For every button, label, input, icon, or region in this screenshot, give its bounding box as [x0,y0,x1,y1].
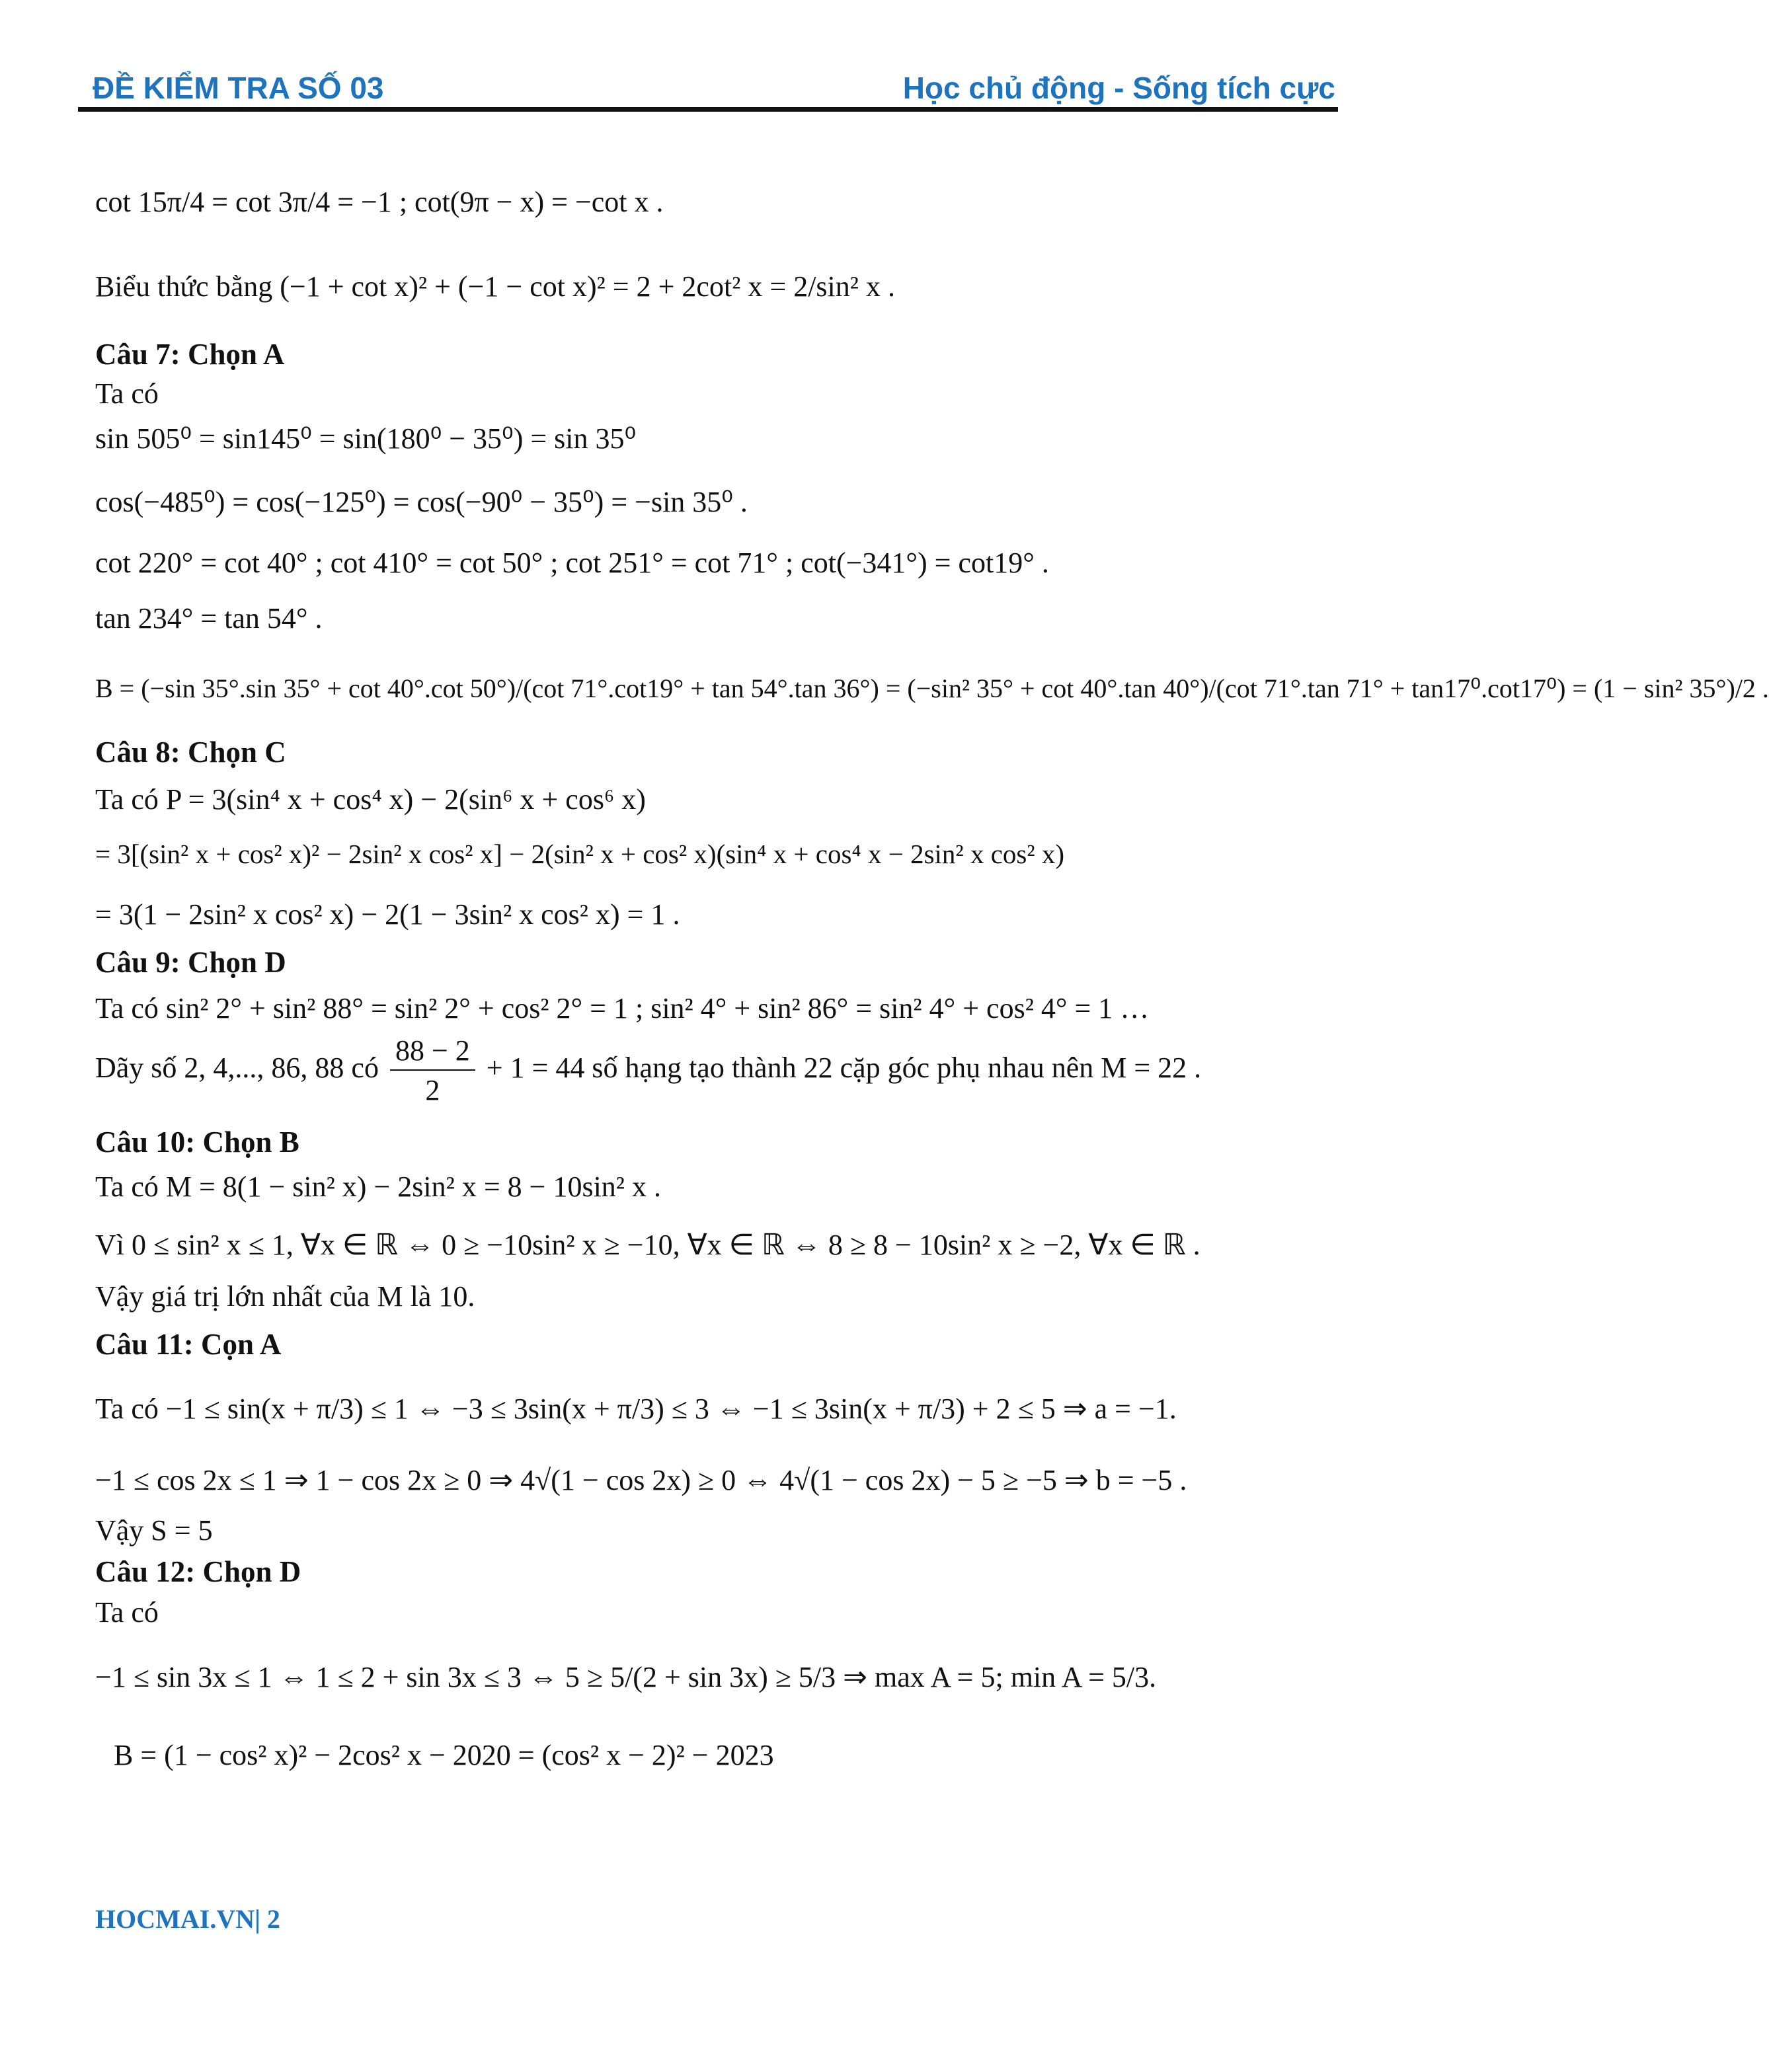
q11-line-1: Ta có −1 ≤ sin(x + π/3) ≤ 1 ⇔ −3 ≤ 3sin(x + π/3) ≤ 3 ⇔ −1 ≤ 3sin(x + π/3) + 2 ≤ 5 ⇒ a = −1. [95,1393,1177,1425]
q8-line-1: Ta có P = 3(sin⁴ x + cos⁴ x) − 2(sin⁶ x + cos⁶ x) [95,783,646,816]
q9-fraction-numerator: 88 − 2 [390,1036,475,1071]
q10-line-1: Ta có M = 8(1 − sin² x) − 2sin² x = 8 − 10sin² x . [95,1170,661,1203]
math-line-cot: cot 15π/4 = cot 3π/4 = −1 ; cot(9π − x) = −cot x . [95,186,664,218]
page-footer: HOCMAI.VN| 2 [95,1904,280,1934]
q9-fraction [390,1036,475,1105]
q7-taco: Ta có [95,377,159,410]
question-9-heading: Câu 9: Chọn D [95,946,286,979]
q7-B-expression: B = (−sin 35°.sin 35° + cot 40°.cot 50°)/(cot 71°.cot19° + tan 54°.tan 36°) = (−sin² 35° + cot 40°.tan 40°)/(cot 71°.tan 71° + tan17⁰.cot17⁰) = (1 − sin² 35°)/2 . [95,673,1769,703]
q8-line-3: = 3(1 − 2sin² x cos² x) − 2(1 − 3sin² x cos² x) = 1 . [95,898,680,931]
q12-line-2: B = (1 − cos² x)² − 2cos² x − 2020 = (cos² x − 2)² − 2023 [114,1739,774,1771]
q7-line-3: cot 220° = cot 40° ; cot 410° = cot 50° ; cot 251° = cot 71° ; cot(−341°) = cot19° . [95,547,1049,579]
expression-math: (−1 + cot x)² + (−1 − cot x)² = 2 + 2cot² x = 2/sin² x . [280,270,895,303]
q9-line-1: Ta có sin² 2° + sin² 88° = sin² 2° + cos² 2° = 1 ; sin² 4° + sin² 86° = sin² 4° + cos² 4° = 1 … [95,992,1150,1024]
question-8-heading: Câu 8: Chọn C [95,736,286,769]
q12-taco: Ta có [95,1596,159,1629]
header-rule [78,107,1338,112]
q8-line-2: = 3[(sin² x + cos² x)² − 2sin² x cos² x] − 2(sin² x + cos² x)(sin⁴ x + cos⁴ x − 2sin² x cos² x) [95,839,1065,869]
question-11-heading: Câu 11: Cọn A [95,1328,282,1361]
q7-line-4: tan 234° = tan 54° . [95,602,323,634]
q11-line-2: −1 ≤ cos 2x ≤ 1 ⇒ 1 − cos 2x ≥ 0 ⇒ 4√(1 − cos 2x) ≥ 0 ⇔ 4√(1 − cos 2x) − 5 ≥ −5 ⇒ b = −5 . [95,1464,1187,1496]
slogan: Học chủ động - Sống tích cực [902,71,1335,105]
q9-sequence-text: Dãy số 2, 4,..., 86, 88 có [95,1052,379,1085]
q10-line-2: Vì 0 ≤ sin² x ≤ 1, ∀x ∈ ℝ ⇔ 0 ≥ −10sin² x ≥ −10, ∀x ∈ ℝ ⇔ 8 ≥ 8 − 10sin² x ≥ −2, ∀x ∈ ℝ . [95,1229,1200,1261]
question-7-heading: Câu 7: Chọn A [95,338,285,371]
expression-line [95,272,895,301]
exam-title: ĐỀ KIỂM TRA SỐ 03 [93,71,384,105]
question-12-heading: Câu 12: Chọn D [95,1555,301,1588]
q7-line-1: sin 505⁰ = sin145⁰ = sin(180⁰ − 35⁰) = sin 35⁰ [95,422,637,455]
q9-line-2 [95,1036,1201,1105]
q11-line-3: Vậy S = 5 [95,1514,213,1547]
q9-sequence-result: + 1 = 44 số hạng tạo thành 22 cặp góc phụ nhau nên M = 22 . [486,1052,1202,1085]
q9-fraction-denominator: 2 [425,1074,440,1106]
q10-line-3: Vậy giá trị lớn nhất của M là 10. [95,1280,475,1313]
expression-label: Biểu thức bằng [95,270,273,303]
q7-line-2: cos(−485⁰) = cos(−125⁰) = cos(−90⁰ − 35⁰) = −sin 35⁰ . [95,486,748,518]
q12-line-1: −1 ≤ sin 3x ≤ 1 ⇔ 1 ≤ 2 + sin 3x ≤ 3 ⇔ 5 ≥ 5/(2 + sin 3x) ≥ 5/3 ⇒ max A = 5; min A = 5/3. [95,1661,1157,1693]
question-10-heading: Câu 10: Chọn B [95,1126,299,1159]
